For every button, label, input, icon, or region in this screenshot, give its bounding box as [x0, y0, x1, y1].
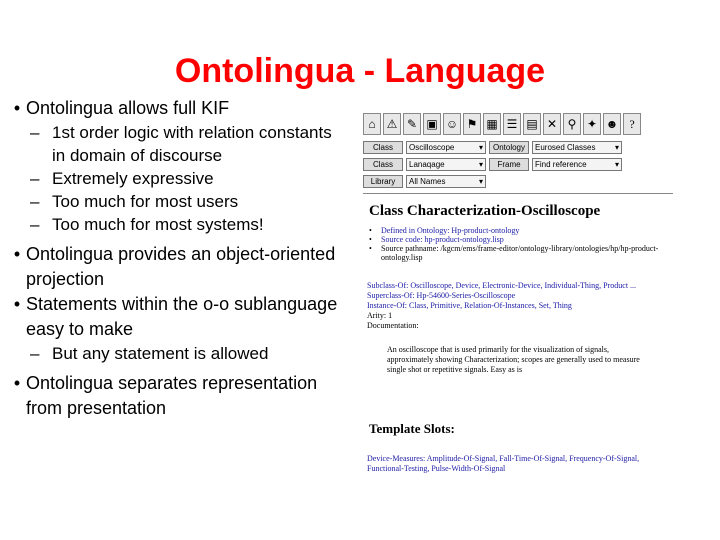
browser-controls — [363, 140, 673, 191]
bullet-dot: • — [13, 373, 21, 393]
dash-mark: – — [30, 123, 40, 142]
sub-bullet-text: Too much for most users — [52, 192, 239, 211]
warning-icon[interactable]: ⚠ — [383, 113, 401, 135]
toolbar — [363, 113, 673, 137]
bullet-text: Statements within the o-o sublanguage easy to make — [26, 294, 338, 339]
info-link[interactable]: Defined in Ontology: Hp-product-ontology — [381, 226, 520, 235]
sub-bullet-text: Too much for most systems! — [52, 215, 264, 234]
bullet-item — [8, 292, 348, 342]
class-info-list — [369, 226, 669, 262]
dash-mark: – — [30, 169, 40, 188]
class2-button[interactable]: Class — [363, 158, 403, 171]
sub-bullet-text: But any statement is allowed — [52, 344, 269, 363]
ontology-button[interactable]: Ontology — [489, 141, 529, 154]
sub-bullet-item — [30, 121, 348, 167]
bullet-item — [8, 242, 348, 292]
person-icon[interactable]: ☺ — [443, 113, 461, 135]
library-button[interactable]: Library — [363, 175, 403, 188]
divider — [363, 193, 673, 194]
sub-bullet-text: Extremely expressive — [52, 169, 214, 188]
bullet-item — [8, 96, 348, 121]
bullet-text: Ontolingua separates representation from presentation — [26, 373, 318, 418]
smile-icon[interactable]: ☻ — [603, 113, 621, 135]
flag-icon[interactable]: ⚑ — [463, 113, 481, 135]
sub-bullet-item — [30, 190, 348, 213]
template-slots[interactable]: Device-Measures: Amplitude-Of-Signal, Fall-Time-Of-Signal, Frequency-Of-Signal, Functional-Testing, Pulse-Width-Of-Signal — [367, 454, 640, 473]
glossary-icon[interactable]: ⚲ — [563, 113, 581, 135]
image-icon[interactable]: ▦ — [483, 113, 501, 135]
class-metadata — [367, 281, 667, 331]
bullet-dot: • — [13, 244, 21, 264]
list-item: • Source pathname: /kgcm/ems/frame-editor/ontology-library/ontologies/hp/hp-product-ontology.lisp — [369, 244, 669, 262]
instance-of[interactable]: Instance-Of: Class, Primitive, Relation-Of-Instances, Set, Thing — [367, 301, 572, 310]
list-icon[interactable]: ☰ — [503, 113, 521, 135]
save-icon[interactable]: ▣ — [423, 113, 441, 135]
documentation-text: An oscilloscope that is used primarily for the visualization of signals, approximately showing Characterization; scopes are generally used to measure single shot or repetitive signals. Easy as is — [387, 345, 640, 374]
list-item: • Defined in Ontology: Hp-product-ontology — [369, 226, 520, 235]
star-icon[interactable]: ✦ — [583, 113, 601, 135]
help-icon[interactable]: ? — [623, 113, 641, 135]
edit-icon[interactable]: ✎ — [403, 113, 421, 135]
slide-title: Ontolingua - Language — [174, 52, 546, 90]
ontology-browser-screenshot — [363, 113, 673, 513]
language-select[interactable]: Lanaqage ▾ — [406, 158, 486, 171]
dash-mark: – — [30, 192, 40, 211]
sub-bullet-text: 1st order logic with relation constants in domain of discourse — [52, 123, 332, 165]
frame-select[interactable]: Find reference ▾ — [532, 158, 622, 171]
dash-mark: – — [30, 215, 40, 234]
slots-heading: Template Slots: — [369, 421, 455, 436]
bullet-list — [8, 96, 348, 421]
arity: Arity: 1 — [367, 311, 393, 320]
sub-bullet-item — [30, 342, 348, 365]
dash-mark: – — [30, 344, 40, 363]
subclass-of[interactable]: Subclass-Of: Oscilloscope, Device, Electronic-Device, Individual-Thing, Product ... — [367, 281, 637, 290]
bullet-dot: • — [13, 294, 21, 314]
class-select[interactable]: Oscilloscope ▾ — [406, 141, 486, 154]
superclass-of[interactable]: Superclass-Of: Hp-54600-Series-Oscilloscope — [367, 291, 516, 300]
bullet-text: Ontolingua allows full KIF — [26, 98, 230, 118]
bullet-dot: • — [13, 98, 21, 118]
home-icon[interactable]: ⌂ — [363, 113, 381, 135]
info-text: Source pathname: /kgcm/ems/frame-editor/ontology-library/ontologies/hp/hp-product-ontology.lisp — [381, 244, 659, 262]
library-select[interactable]: All Names ▾ — [406, 175, 486, 188]
sub-bullet-item — [30, 167, 348, 190]
frame-button[interactable]: Frame — [489, 158, 529, 171]
close-icon[interactable]: ✕ — [543, 113, 561, 135]
documentation-label: Documentation: — [367, 321, 419, 330]
list-item: • Source code: hp-product-ontology.lisp — [369, 235, 504, 244]
info-link[interactable]: Source code: hp-product-ontology.lisp — [381, 235, 504, 244]
bullet-text: Ontolingua provides an object-oriented projection — [26, 244, 336, 289]
sub-bullet-item — [30, 213, 348, 236]
ontology-select[interactable]: Eurosed Classes ▾ — [532, 141, 622, 154]
class-button[interactable]: Class — [363, 141, 403, 154]
bullet-item — [8, 371, 348, 421]
document-icon[interactable]: ▤ — [523, 113, 541, 135]
class-heading: Class Characterization-Oscilloscope — [369, 203, 601, 219]
